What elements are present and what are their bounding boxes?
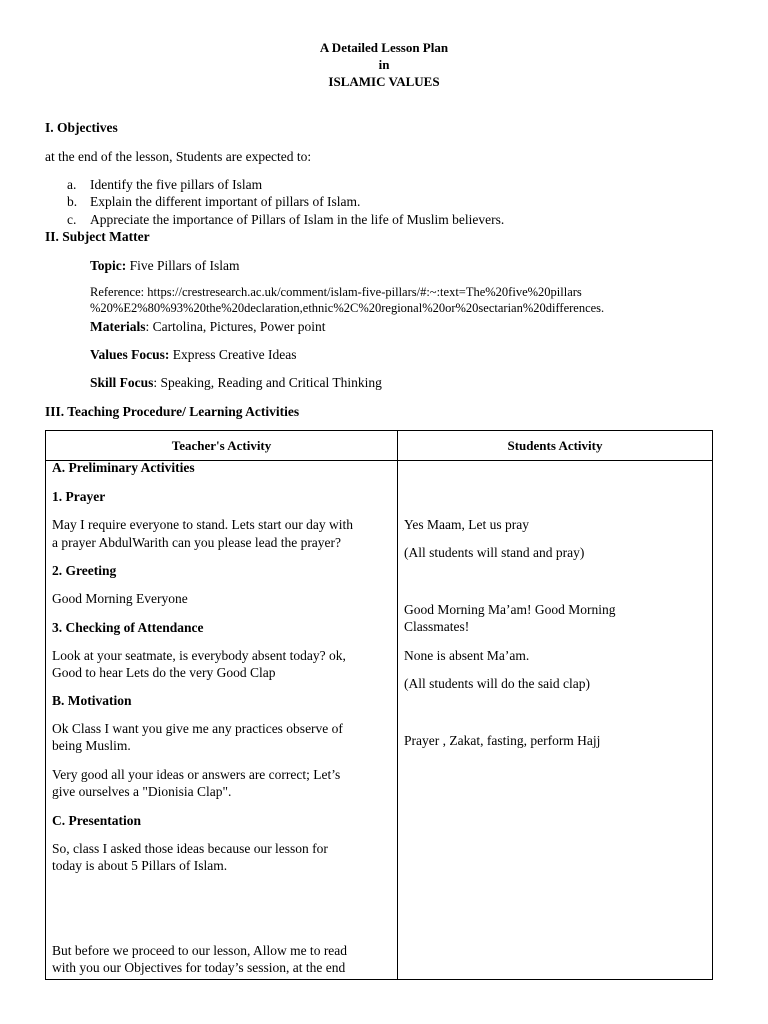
skill-focus-value: : Speaking, Reading and Critical Thinking <box>153 375 382 390</box>
student-greeting-line2: Classmates! <box>404 619 470 634</box>
doc-title-line1: A Detailed Lesson Plan <box>319 40 449 55</box>
skill-focus-line <box>90 374 382 391</box>
materials-value: : Cartolina, Pictures, Power point <box>145 319 326 334</box>
topic-value: Five Pillars of Islam <box>129 258 240 273</box>
objectives-intro: at the end of the lesson, Students are expected to: <box>45 149 312 164</box>
topic-label: Topic: <box>90 258 127 273</box>
student-greeting-line1: Good Morning Ma’am! Good Morning <box>404 602 616 617</box>
teacher-motivation-line1: Ok Class I want you give me any practices observe of <box>52 721 343 736</box>
objective-item-b: Explain the different important of pillars of Islam. <box>90 194 361 209</box>
prayer-heading: 1. Prayer <box>52 489 106 504</box>
presentation-heading: C. Presentation <box>52 813 141 828</box>
student-action-stand-pray: (All students will stand and pray) <box>404 545 585 560</box>
teacher-prayer-line2: a prayer AbdulWarith can you please lead the prayer? <box>52 535 342 550</box>
reference-url-part1: https://crestresearch.ac.uk/comment/islam-five-pillars/#:~:text=The%20five%20pillars <box>147 285 582 299</box>
materials-label: Materials <box>90 319 146 334</box>
objective-marker-b: b. <box>67 194 78 209</box>
subject-matter-heading: II. Subject Matter <box>45 229 150 244</box>
teacher-attendance-line1: Look at your seatmate, is everybody absent today? ok, <box>52 648 346 663</box>
reference-url-part2: %20%E2%80%93%20the%20declaration,ethnic%2C%20regional%20or%20sectarian%20differences. <box>90 301 605 315</box>
objective-marker-c: c. <box>67 212 77 227</box>
reference-label: Reference: <box>90 285 145 299</box>
doc-title-line2: in <box>378 57 390 72</box>
activity-table <box>45 430 713 980</box>
student-response-prayer: Yes Maam, Let us pray <box>404 517 529 532</box>
doc-title-line3: ISLAMIC VALUES <box>328 74 440 89</box>
teacher-prayer-line1: May I require everyone to stand. Lets start our day with <box>52 517 354 532</box>
student-action-clap: (All students will do the said clap) <box>404 676 590 691</box>
values-focus-line <box>90 346 296 363</box>
teacher-motivation-line3: Very good all your ideas or answers are correct; Let’s <box>52 767 341 782</box>
teacher-motivation-line4: give ourselves a "Dionisia Clap". <box>52 784 232 799</box>
objective-marker-a: a. <box>67 177 77 192</box>
objective-item-c: Appreciate the importance of Pillars of Islam in the life of Muslim believers. <box>90 212 505 227</box>
values-focus-value: Express Creative Ideas <box>172 347 297 362</box>
objective-item-a: Identify the five pillars of Islam <box>90 177 263 192</box>
preliminary-activities-heading: A. Preliminary Activities <box>52 460 195 475</box>
materials-line <box>90 318 325 335</box>
teacher-presentation-line3: But before we proceed to our lesson, Allow me to read <box>52 943 348 958</box>
motivation-heading: B. Motivation <box>52 693 132 708</box>
objectives-heading: I. Objectives <box>45 120 118 135</box>
teacher-greeting-line1: Good Morning Everyone <box>52 591 188 606</box>
procedure-heading: III. Teaching Procedure/ Learning Activities <box>45 404 300 419</box>
teacher-presentation-line4: with you our Objectives for today’s session, at the end <box>52 960 346 975</box>
teacher-motivation-line2: being Muslim. <box>52 738 131 753</box>
teacher-presentation-line2: today is about 5 Pillars of Islam. <box>52 858 228 873</box>
students-activity-header: Students Activity <box>507 438 603 453</box>
teacher-activity-header: Teacher's Activity <box>171 438 272 453</box>
reference-line1 <box>90 284 582 301</box>
greeting-heading: 2. Greeting <box>52 563 117 578</box>
topic-line <box>90 257 240 274</box>
teacher-presentation-line1: So, class I asked those ideas because our lesson for <box>52 841 328 856</box>
values-focus-label: Values Focus: <box>90 347 170 362</box>
skill-focus-label: Skill Focus <box>90 375 154 390</box>
student-attendance-response: None is absent Ma’am. <box>404 648 530 663</box>
attendance-heading: 3. Checking of Attendance <box>52 620 204 635</box>
student-motivation-response: Prayer , Zakat, fasting, perform Hajj <box>404 733 601 748</box>
table-column-divider <box>397 431 398 979</box>
teacher-attendance-line2: Good to hear Lets do the very Good Clap <box>52 665 276 680</box>
